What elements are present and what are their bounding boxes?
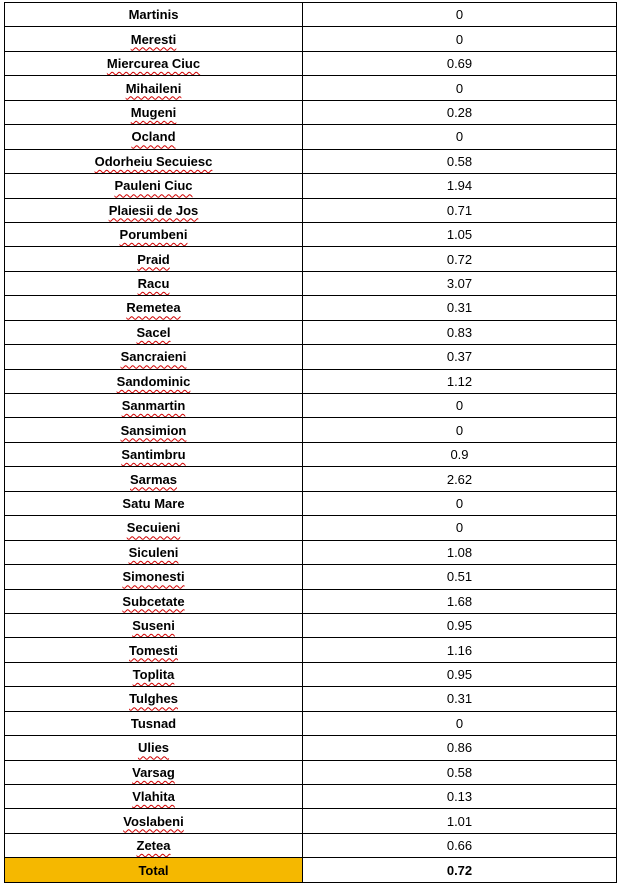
value-cell[interactable]: 0 — [303, 27, 617, 51]
location-cell[interactable] — [5, 320, 303, 344]
location-cell[interactable] — [5, 418, 303, 442]
location-name: Sacel — [136, 324, 171, 340]
table-row — [5, 540, 617, 564]
location-cell[interactable] — [5, 565, 303, 589]
location-cell[interactable] — [5, 467, 303, 491]
location-cell[interactable] — [5, 711, 303, 735]
location-name: Tusnad — [130, 715, 177, 731]
location-name: Santimbru — [121, 447, 186, 463]
location-name: Voslabeni — [123, 813, 184, 829]
table-row — [5, 711, 617, 735]
value-cell[interactable]: 1.01 — [303, 809, 617, 833]
location-name: Martinis — [128, 7, 179, 23]
table-row — [5, 271, 617, 295]
table-row — [5, 467, 617, 491]
location-cell[interactable] — [5, 394, 303, 418]
total-label-cell[interactable] — [5, 858, 303, 882]
value-cell[interactable]: 0.83 — [303, 320, 617, 344]
location-cell[interactable] — [5, 540, 303, 564]
table-row — [5, 320, 617, 344]
total-value-cell[interactable]: 0.72 — [303, 858, 617, 882]
table-row — [5, 174, 617, 198]
spreadsheet-table-region — [4, 2, 616, 883]
location-cell[interactable] — [5, 760, 303, 784]
table-row — [5, 687, 617, 711]
location-name: Tulghes — [129, 691, 178, 707]
table-row — [5, 27, 617, 51]
table-row — [5, 247, 617, 271]
location-name: Sancraieni — [120, 349, 187, 365]
location-name: Tomesti — [129, 642, 178, 658]
value-cell[interactable]: 1.08 — [303, 540, 617, 564]
location-name: Praid — [137, 251, 170, 267]
table-row — [5, 442, 617, 466]
table-row — [5, 3, 617, 27]
value-cell[interactable]: 0 — [303, 394, 617, 418]
location-name: Subcetate — [122, 593, 185, 609]
total-label: Total — [138, 862, 169, 878]
location-name: Siculeni — [128, 544, 179, 560]
location-name: Racu — [137, 276, 170, 292]
location-cell[interactable] — [5, 296, 303, 320]
value-cell[interactable]: 0.58 — [303, 149, 617, 173]
location-cell[interactable] — [5, 76, 303, 100]
table-row — [5, 833, 617, 857]
location-cell[interactable] — [5, 369, 303, 393]
table-row — [5, 736, 617, 760]
location-cell[interactable] — [5, 516, 303, 540]
value-cell[interactable]: 3.07 — [303, 271, 617, 295]
data-table — [4, 2, 617, 883]
location-name: Simonesti — [122, 569, 185, 585]
location-cell[interactable] — [5, 589, 303, 613]
location-cell[interactable] — [5, 174, 303, 198]
value-cell[interactable]: 1.94 — [303, 174, 617, 198]
value-cell[interactable]: 0.72 — [303, 247, 617, 271]
location-name: Miercurea Ciuc — [106, 56, 201, 72]
location-cell[interactable] — [5, 785, 303, 809]
value-cell[interactable]: 0 — [303, 76, 617, 100]
table-row — [5, 418, 617, 442]
value-cell[interactable]: 0.51 — [303, 565, 617, 589]
value-cell[interactable]: 1.12 — [303, 369, 617, 393]
location-name: Toplita — [132, 667, 175, 683]
table-row — [5, 613, 617, 637]
table-body — [5, 3, 617, 883]
location-name: Sanmartin — [121, 398, 186, 414]
location-cell[interactable] — [5, 345, 303, 369]
value-cell[interactable]: 0 — [303, 516, 617, 540]
total-row — [5, 858, 617, 882]
value-cell[interactable]: 0.13 — [303, 785, 617, 809]
location-cell[interactable] — [5, 125, 303, 149]
value-cell[interactable]: 0 — [303, 491, 617, 515]
location-cell[interactable] — [5, 271, 303, 295]
value-cell[interactable]: 0.86 — [303, 736, 617, 760]
value-cell[interactable]: 0.31 — [303, 687, 617, 711]
table-row — [5, 638, 617, 662]
value-cell[interactable]: 0 — [303, 418, 617, 442]
value-cell[interactable]: 1.05 — [303, 222, 617, 246]
table-row — [5, 662, 617, 686]
location-cell[interactable] — [5, 442, 303, 466]
value-cell[interactable]: 0.28 — [303, 100, 617, 124]
location-name: Suseni — [132, 618, 175, 634]
location-cell[interactable] — [5, 687, 303, 711]
value-cell[interactable]: 0.71 — [303, 198, 617, 222]
value-cell[interactable]: 2.62 — [303, 467, 617, 491]
location-cell[interactable] — [5, 222, 303, 246]
location-name: Satu Mare — [122, 495, 185, 511]
location-name: Secuieni — [126, 520, 181, 536]
value-cell[interactable]: 0.37 — [303, 345, 617, 369]
location-name: Porumbeni — [119, 227, 188, 243]
table-row — [5, 589, 617, 613]
table-row — [5, 100, 617, 124]
location-name: Mihaileni — [125, 80, 182, 96]
location-cell[interactable] — [5, 51, 303, 75]
location-cell[interactable] — [5, 247, 303, 271]
location-cell[interactable] — [5, 100, 303, 124]
location-cell[interactable] — [5, 149, 303, 173]
location-name: Meresti — [130, 31, 177, 47]
table-row — [5, 76, 617, 100]
table-row — [5, 369, 617, 393]
table-row — [5, 149, 617, 173]
location-cell[interactable] — [5, 662, 303, 686]
table-row — [5, 51, 617, 75]
table-row — [5, 198, 617, 222]
location-cell[interactable] — [5, 736, 303, 760]
location-name: Sansimion — [120, 422, 187, 438]
value-cell[interactable]: 0.31 — [303, 296, 617, 320]
location-cell[interactable] — [5, 3, 303, 27]
location-name: Sandominic — [116, 373, 191, 389]
location-name: Vlahita — [132, 789, 175, 805]
value-cell[interactable]: 0.9 — [303, 442, 617, 466]
table-row — [5, 516, 617, 540]
table-row — [5, 760, 617, 784]
location-name: Odorheiu Secuiesc — [94, 153, 213, 169]
location-name: Zetea — [136, 838, 171, 854]
location-name: Ocland — [131, 129, 176, 145]
value-cell[interactable]: 0 — [303, 3, 617, 27]
value-cell[interactable]: 1.16 — [303, 638, 617, 662]
table-row — [5, 296, 617, 320]
location-name: Pauleni Ciuc — [114, 178, 193, 194]
table-row — [5, 785, 617, 809]
value-cell[interactable]: 0.95 — [303, 613, 617, 637]
location-name: Sarmas — [130, 471, 177, 487]
table-row — [5, 345, 617, 369]
value-cell[interactable]: 0.69 — [303, 51, 617, 75]
location-name: Mugeni — [130, 104, 177, 120]
location-cell[interactable] — [5, 27, 303, 51]
location-cell[interactable] — [5, 809, 303, 833]
value-cell[interactable]: 0 — [303, 125, 617, 149]
table-row — [5, 125, 617, 149]
location-cell[interactable] — [5, 613, 303, 637]
table-row — [5, 394, 617, 418]
location-cell[interactable] — [5, 833, 303, 857]
table-row — [5, 222, 617, 246]
value-cell[interactable]: 1.68 — [303, 589, 617, 613]
value-cell[interactable]: 0.95 — [303, 662, 617, 686]
location-cell[interactable] — [5, 198, 303, 222]
value-cell[interactable]: 0 — [303, 711, 617, 735]
table-row — [5, 565, 617, 589]
location-cell[interactable] — [5, 638, 303, 662]
table-row — [5, 809, 617, 833]
value-cell[interactable]: 0.66 — [303, 833, 617, 857]
location-cell[interactable] — [5, 491, 303, 515]
location-name: Varsag — [132, 764, 175, 780]
location-name: Remetea — [126, 300, 181, 316]
location-name: Plaiesii de Jos — [108, 202, 199, 218]
value-cell[interactable]: 0.58 — [303, 760, 617, 784]
location-name: Ulies — [137, 740, 170, 756]
table-row — [5, 491, 617, 515]
